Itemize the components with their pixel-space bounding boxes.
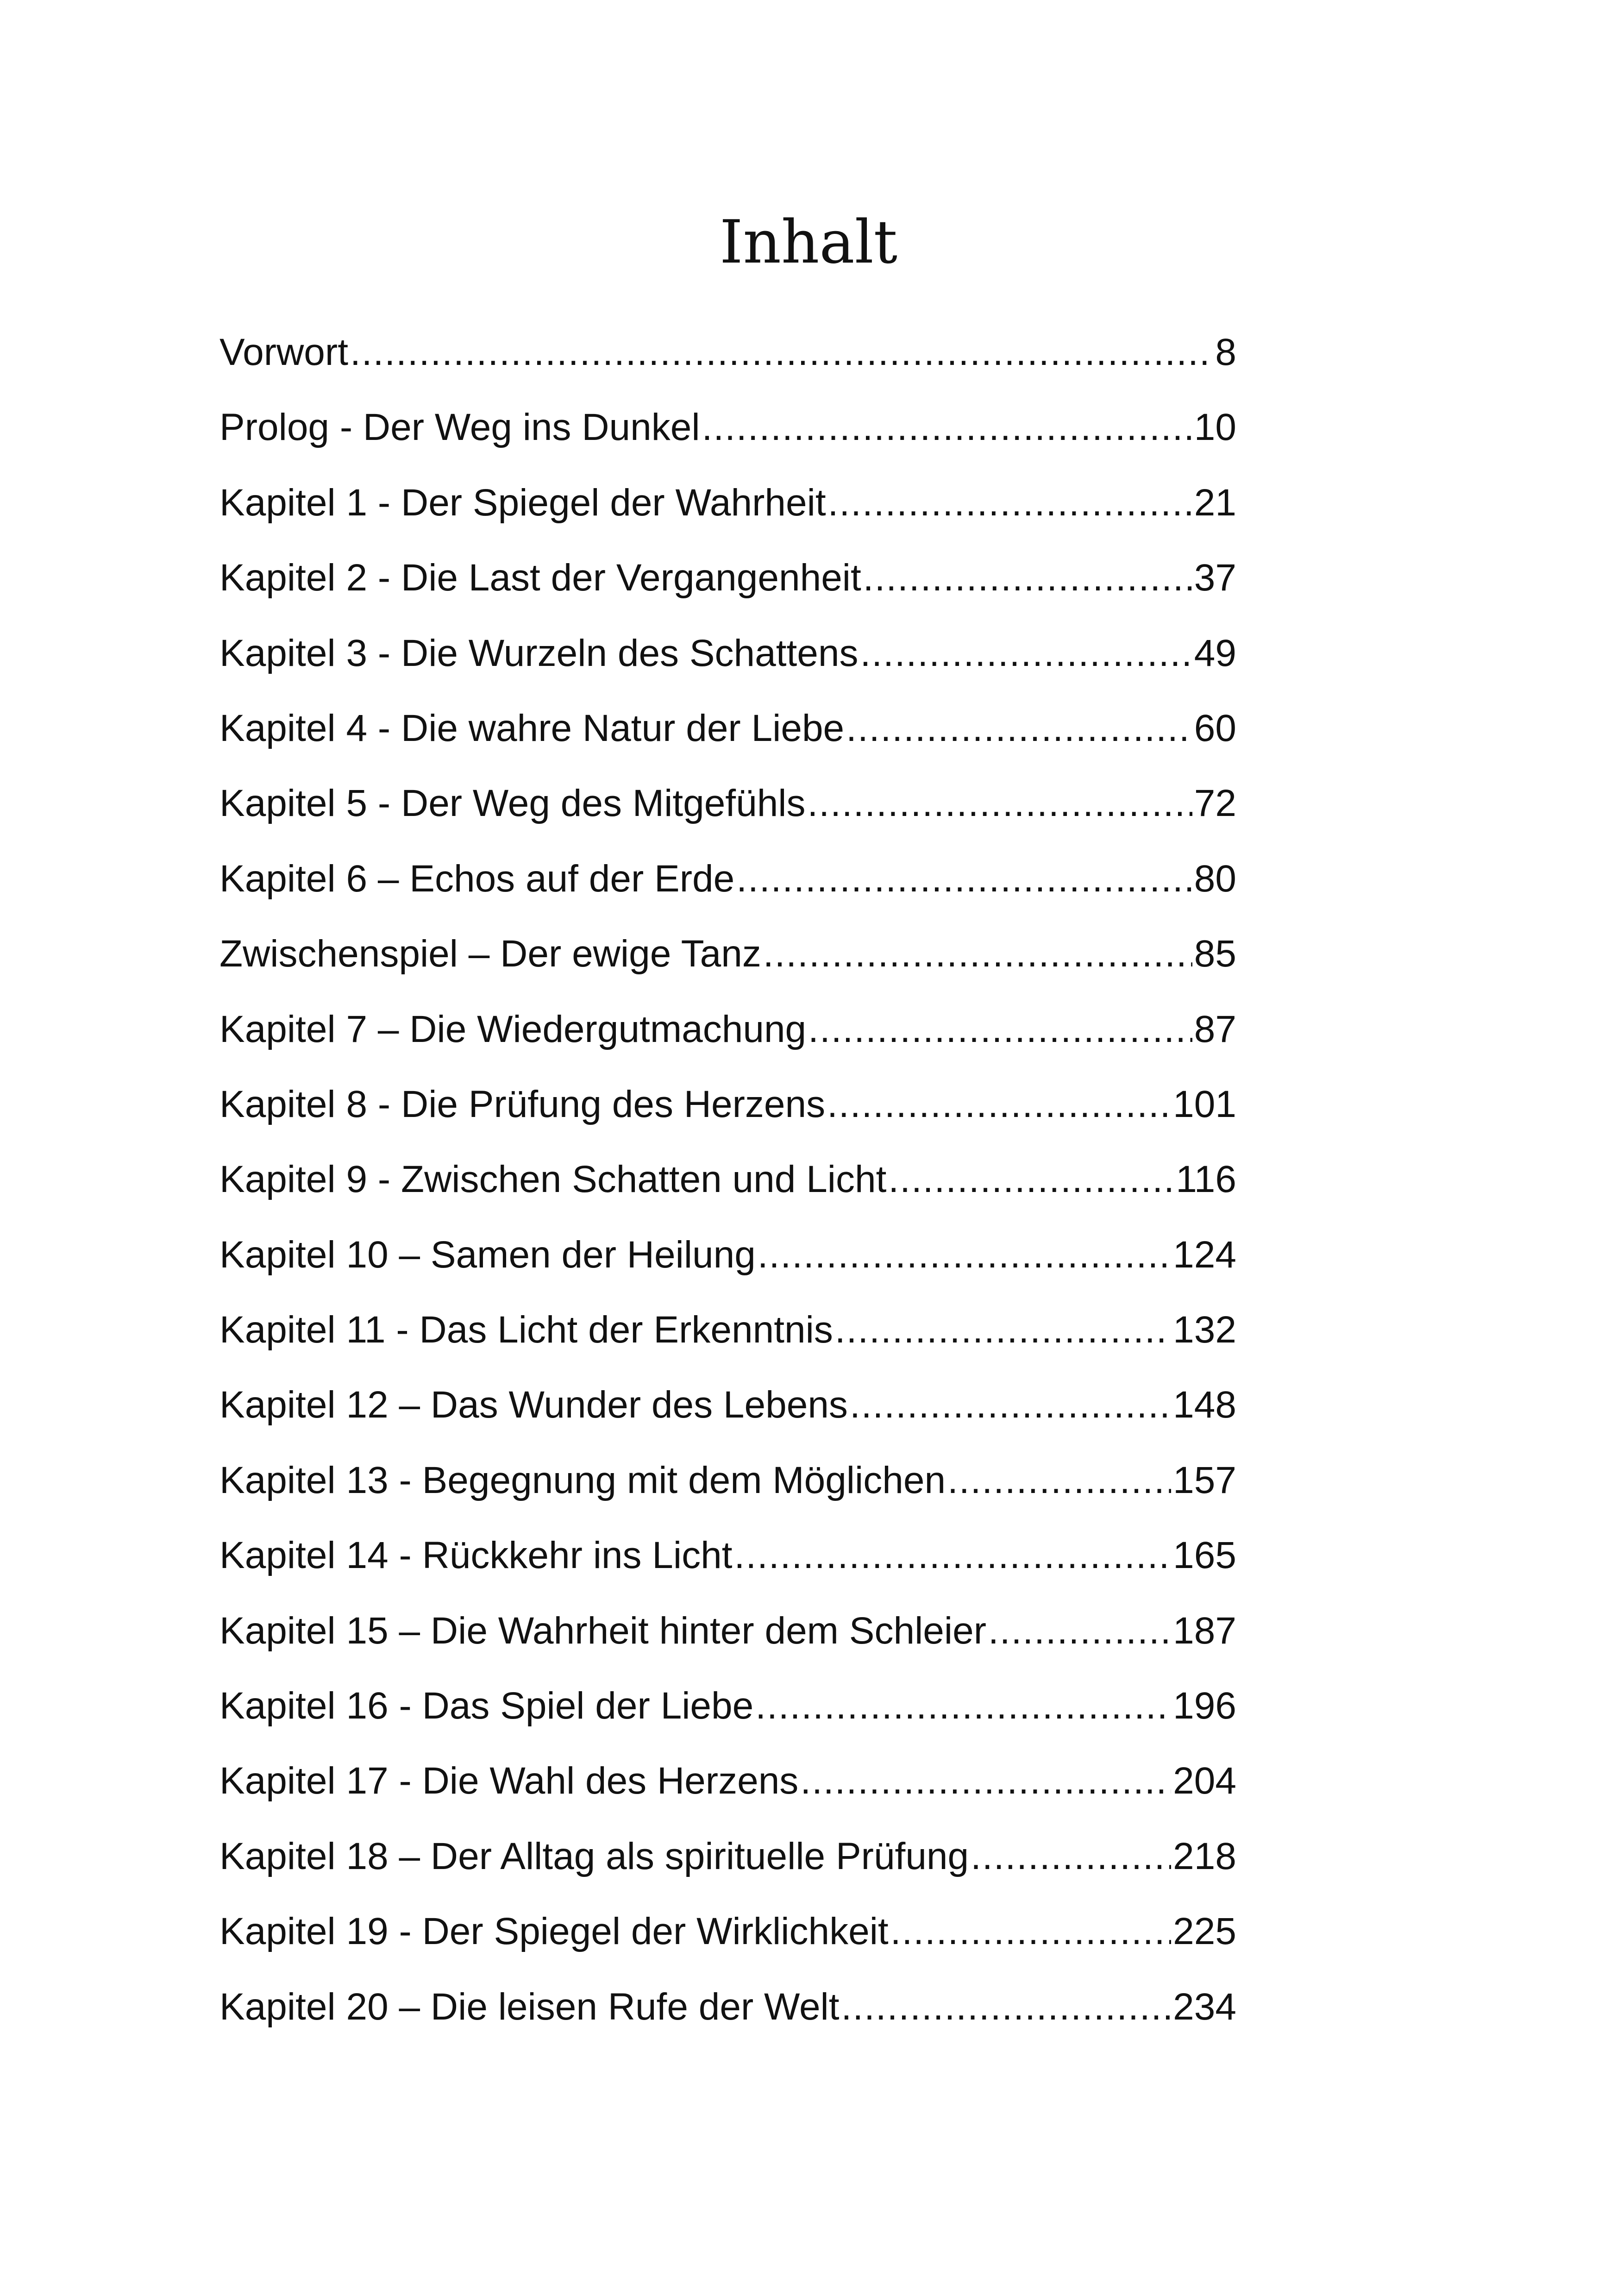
toc-entry [219,1386,1236,1461]
toc-entry-label: Kapitel 20 – Die leisen Rufe der Welt [219,1988,840,2028]
toc-entry-page: 225 [1173,1913,1236,1953]
toc-entry-label: Kapitel 18 – Der Alltag als spirituelle Prüfung [219,1837,969,1877]
toc-entry-label: Kapitel 15 – Die Wahrheit hinter dem Schleier [219,1612,987,1652]
toc-dot-leader [890,1913,1171,1951]
toc-entry [219,1462,1236,1537]
toc-entry-label: Kapitel 13 - Begegnung mit dem Möglichen [219,1461,946,1501]
toc-entry-label: Kapitel 10 – Samen der Heilung [219,1236,756,1276]
toc-dot-leader [888,1161,1174,1198]
toc-entry-page: 165 [1173,1537,1236,1577]
toc-entry-page: 116 [1176,1161,1236,1201]
toc-entry [219,1838,1236,1913]
toc-dot-leader [808,1010,1192,1048]
page-title: Inhalt [719,208,898,277]
toc-entry [219,333,1236,408]
toc-entry [219,1913,1236,1988]
toc-entry-label: Kapitel 9 - Zwischen Schatten und Licht [219,1161,887,1201]
toc-entry-page: 60 [1194,709,1236,749]
toc-entry-page: 72 [1194,784,1236,825]
toc-dot-leader [947,1462,1171,1499]
toc-entry-label: Kapitel 8 - Die Prüfung des Herzens [219,1085,826,1125]
toc-entry-page: 10 [1194,408,1236,449]
toc-entry [219,1010,1236,1085]
toc-dot-leader [971,1838,1171,1876]
toc-entry-page: 49 [1194,634,1236,674]
table-of-contents [219,333,1236,2063]
toc-entry [219,1762,1236,1837]
toc-entry-page: 80 [1194,859,1236,900]
toc-entry [219,1085,1236,1161]
toc-dot-leader [860,634,1192,672]
toc-entry-label: Vorwort [219,333,348,373]
toc-entry [219,1537,1236,1612]
toc-dot-leader [800,1762,1171,1800]
toc-dot-leader [850,1386,1171,1424]
toc-entry-page: 218 [1173,1837,1236,1877]
toc-dot-leader [734,1537,1172,1575]
toc-entry-label: Kapitel 16 - Das Spiel der Liebe [219,1687,754,1727]
toc-entry-label: Kapitel 11 - Das Licht der Erkenntnis [219,1311,833,1351]
toc-entry [219,559,1236,634]
toc-entry [219,634,1236,709]
toc-entry-page: 8 [1215,333,1236,373]
toc-entry-label: Kapitel 19 - Der Spiegel der Wirklichkeit [219,1913,889,1953]
toc-entry [219,1988,1236,2063]
toc-entry [219,1161,1236,1236]
toc-dot-leader [755,1687,1171,1725]
toc-entry-page: 101 [1173,1085,1236,1125]
toc-entry [219,484,1236,559]
toc-entry [219,784,1236,859]
toc-entry-label: Kapitel 6 – Echos auf der Erde [219,859,735,900]
toc-dot-leader [846,709,1192,747]
toc-entry-label: Kapitel 14 - Rückkehr ins Licht [219,1537,733,1577]
toc-dot-leader [835,1311,1171,1349]
toc-entry-page: 234 [1173,1988,1236,2028]
toc-dot-leader [758,1236,1171,1274]
toc-entry [219,709,1236,784]
toc-dot-leader [350,333,1213,371]
toc-entry-label: Kapitel 7 – Die Wiedergutmachung [219,1010,807,1050]
toc-entry-label: Kapitel 4 - Die wahre Natur der Liebe [219,709,845,749]
toc-entry-page: 132 [1173,1311,1236,1351]
toc-entry-page: 21 [1194,483,1236,524]
toc-entry-page: 157 [1173,1461,1236,1501]
toc-entry [219,935,1236,1010]
toc-dot-leader [702,408,1192,446]
toc-entry-label: Kapitel 12 – Das Wunder des Lebens [219,1386,848,1426]
toc-dot-leader [841,1988,1172,2026]
toc-entry [219,1236,1236,1311]
toc-entry-label: Kapitel 1 - Der Spiegel der Wahrheit [219,483,826,524]
toc-entry-page: 37 [1194,559,1236,599]
toc-entry-page: 85 [1194,935,1236,975]
toc-dot-leader [827,1085,1171,1123]
toc-dot-leader [808,784,1192,822]
toc-dot-leader [863,559,1192,597]
toc-dot-leader [763,935,1192,973]
toc-entry [219,1687,1236,1762]
toc-dot-leader [736,860,1192,898]
toc-entry-label: Prolog - Der Weg ins Dunkel [219,408,700,449]
toc-entry-label: Zwischenspiel – Der ewige Tanz [219,935,761,975]
toc-entry [219,1612,1236,1687]
toc-dot-leader [828,484,1192,522]
toc-entry-label: Kapitel 17 - Die Wahl des Herzens [219,1762,799,1802]
toc-entry-label: Kapitel 5 - Der Weg des Mitgefühls [219,784,806,825]
toc-entry-page: 124 [1173,1236,1236,1276]
toc-entry-page: 148 [1173,1386,1236,1426]
toc-entry-page: 87 [1194,1010,1236,1050]
toc-entry [219,860,1236,935]
toc-entry-page: 204 [1173,1762,1236,1802]
toc-entry [219,1311,1236,1386]
toc-entry-label: Kapitel 3 - Die Wurzeln des Schattens [219,634,859,674]
toc-entry-page: 187 [1173,1612,1236,1652]
toc-entry-page: 196 [1173,1687,1236,1727]
toc-entry-label: Kapitel 2 - Die Last der Vergangenheit [219,559,861,599]
toc-entry [219,408,1236,483]
toc-dot-leader [988,1612,1171,1650]
